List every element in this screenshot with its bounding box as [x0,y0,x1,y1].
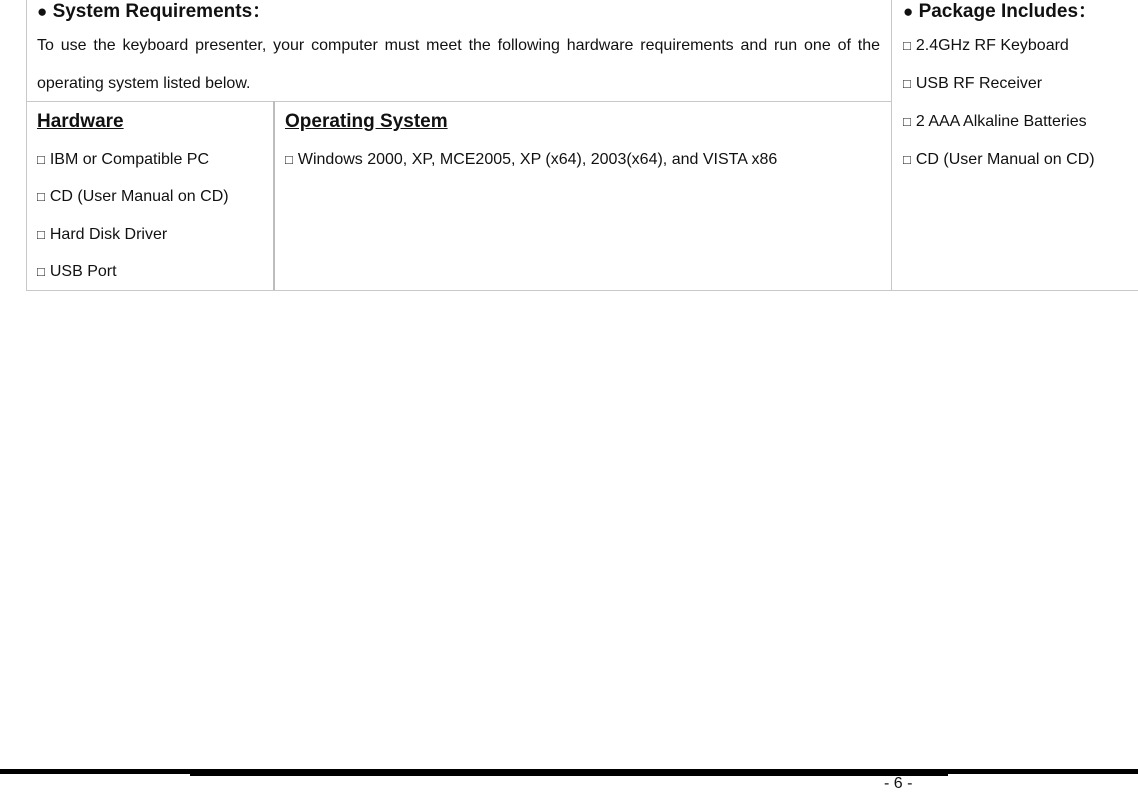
checkbox-icon: □ [285,152,293,167]
hardware-item [37,262,117,282]
column-divider-os [273,101,275,290]
package-item-label: 2 AAA Alkaline Batteries [915,113,1087,130]
hardware-item-label: CD (User Manual on CD) [49,188,229,205]
package-includes-heading [903,0,1097,24]
checkbox-icon: □ [37,152,45,167]
hardware-item-label: Hard Disk Driver [49,226,168,243]
operating-system-item [285,150,777,170]
checkbox-icon: □ [903,76,911,91]
package-item [903,150,1095,170]
package-item-label: CD (User Manual on CD) [915,151,1095,168]
system-requirements-title: System Requirements： [52,1,272,22]
package-item [903,36,1069,56]
checkbox-icon: □ [37,227,45,242]
package-item [903,112,1087,132]
system-requirements-intro: To use the keyboard presenter, your computer must meet the following hardware requirements and run one of the operating system listed below. [37,37,880,92]
checkbox-icon: □ [37,189,45,204]
package-item-label: USB RF Receiver [915,75,1043,92]
page-number: - 6 - [884,775,913,792]
checkbox-icon: □ [903,38,911,53]
operating-system-title: Operating System [285,111,448,132]
hardware-title: Hardware [37,111,124,132]
hardware-item-label: USB Port [49,263,117,280]
system-requirements-heading [37,0,271,24]
package-includes-title: Package Includes： [918,1,1098,22]
package-item [903,74,1042,94]
hardware-item-label: IBM or Compatible PC [49,151,210,168]
checkbox-icon: □ [903,152,911,167]
checkbox-icon: □ [37,264,45,279]
checkbox-icon: □ [903,114,911,129]
footer-rule-accent [190,774,948,776]
column-divider-package [891,0,892,290]
hardware-item [37,225,167,245]
bullet-icon: ● [37,2,48,21]
bullet-icon: ● [903,2,914,21]
hardware-item [37,187,229,207]
operating-system-item-label: Windows 2000, XP, MCE2005, XP (x64), 2003(x64), and VISTA x86 [297,151,778,168]
hardware-item [37,150,209,170]
package-item-label: 2.4GHz RF Keyboard [915,37,1069,54]
